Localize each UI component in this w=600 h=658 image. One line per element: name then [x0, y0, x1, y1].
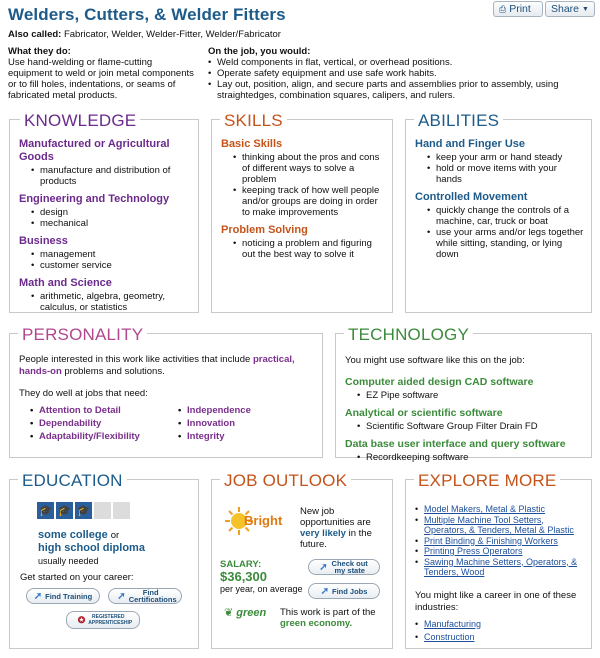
career-link: [415, 515, 585, 536]
leaf-icon: ❦: [224, 607, 234, 619]
find-certifications-label: Find Certifications: [128, 588, 177, 604]
also-called-value: Fabricator, Welder, Welder-Fitter, Welder/Fabricator: [63, 29, 281, 40]
arrow-icon: ➚: [320, 585, 329, 597]
bright-badge: [224, 504, 286, 538]
list-item: • Scientific Software Group Filter Drain FD: [357, 421, 585, 432]
list-item: • Lay out, position, align, and secure parts and assemblies prior to assembly, using straightedges, combination squares, calipers, and rulers.: [208, 79, 593, 101]
career-link-text[interactable]: Printing Press Operators: [424, 546, 523, 556]
knowledge-heading: Engineering and Technology: [19, 193, 170, 205]
abilities-heading: Hand and Finger Use: [415, 138, 526, 150]
graduation-cap-icon: 🎓: [37, 502, 54, 519]
list-item: • arithmetic, algebra, geometry, calculus, or statistics: [31, 291, 192, 313]
outlook-text-c: in the future.: [300, 528, 372, 550]
knowledge-heading: Math and Science: [19, 277, 112, 289]
career-link-text[interactable]: Print Binding & Finishing Workers: [424, 535, 558, 546]
arrow-icon: ➚: [117, 590, 126, 602]
education-usually: usually needed: [38, 556, 99, 566]
education-box: [9, 471, 199, 649]
abilities-box: [405, 111, 592, 313]
education-title: EDUCATION: [18, 471, 127, 491]
explore-title: EXPLORE MORE: [414, 471, 560, 491]
empty-level-box: [94, 502, 111, 519]
find-certifications-button[interactable]: [108, 588, 182, 604]
technology-heading: Computer aided design CAD software: [345, 376, 534, 388]
technology-box: [335, 325, 592, 463]
career-link: [415, 546, 585, 557]
personality-box: [9, 325, 323, 458]
personality-intro-c: problems and solutions.: [61, 366, 165, 377]
find-jobs-label: Find Jobs: [331, 586, 368, 596]
technology-heading: Analytical or scientific software: [345, 407, 503, 419]
find-training-button[interactable]: [26, 588, 100, 604]
industry-link: [415, 631, 585, 644]
check-state-label: Check out my state: [331, 559, 368, 575]
career-link: [415, 557, 585, 578]
technology-intro: You might use software like this on the job:: [345, 355, 525, 366]
knowledge-heading: Business: [19, 235, 68, 247]
list-item: • Integrity: [178, 430, 251, 443]
abilities-title: ABILITIES: [414, 111, 503, 131]
list-item: • Attention to Detail: [30, 404, 140, 417]
abilities-heading: Controlled Movement: [415, 191, 528, 203]
industry-link-text[interactable]: Construction: [424, 631, 475, 642]
list-item: • Recordkeeping software: [357, 452, 585, 463]
print-icon: ⎙: [499, 3, 507, 14]
outlook-title: JOB OUTLOOK: [220, 471, 351, 491]
green-badge: [224, 606, 266, 619]
list-item: • Operate safety equipment and use safe work habits.: [208, 68, 593, 79]
education-level-1: [38, 529, 119, 541]
apprenticeship-button[interactable]: [66, 611, 140, 629]
also-called: [8, 29, 281, 40]
arrow-icon: ➚: [319, 561, 328, 573]
salary-note: per year, on average: [220, 584, 303, 594]
education-level-1-text: some college: [38, 529, 108, 541]
skills-title: SKILLS: [220, 111, 287, 131]
seal-icon: ✪: [77, 614, 86, 625]
list-item: • Weld components in flat, vertical, or overhead positions.: [208, 57, 593, 68]
find-jobs-button[interactable]: [308, 583, 380, 599]
knowledge-heading: Manufactured or Agricultural Goods: [19, 138, 170, 163]
also-called-label: Also called:: [8, 29, 62, 40]
career-link: [415, 536, 585, 547]
technology-title: TECHNOLOGY: [344, 325, 473, 345]
personality-intro-highlight: practical, hands-on: [19, 354, 295, 377]
green-label: green: [236, 606, 267, 619]
list-item: • Independence: [178, 404, 251, 417]
outlook-text-a: New job opportunities are: [300, 506, 371, 528]
list-item: • hold or move items with your hands: [427, 163, 585, 185]
salary-value: $36,300: [220, 569, 267, 584]
career-link: [415, 504, 585, 515]
empty-level-box: [113, 502, 130, 519]
what-they-do-heading: What they do:: [8, 46, 71, 57]
graduation-cap-icon: 🎓: [75, 502, 92, 519]
personality-title: PERSONALITY: [18, 325, 147, 345]
on-the-job-heading: On the job, you would:: [208, 46, 311, 57]
personality-col-1: [30, 404, 140, 443]
list-item: • noticing a problem and figuring out the best way to solve it: [233, 238, 386, 260]
personality-intro-a: People interested in this work like activities that include: [19, 354, 253, 365]
industries-intro: You might like a career in one of these industries:: [415, 589, 577, 613]
list-item: • customer service: [31, 260, 192, 271]
personality-intro: [19, 354, 312, 378]
what-they-do-text: Use hand-welding or flame-cutting equipment to weld or join metal components or to fill holes, indentations, or seams of fabricated metal products.: [8, 57, 194, 101]
outlook-very-likely: very likely: [300, 528, 346, 539]
industry-link: [415, 618, 585, 631]
they-do-well: They do well at jobs that need:: [19, 388, 148, 399]
list-item: • Adaptability/Flexibility: [30, 430, 140, 443]
check-state-button[interactable]: [308, 559, 380, 575]
list-item: • quickly change the controls of a machine, car, truck or boat: [427, 205, 585, 227]
outlook-box: [211, 471, 393, 649]
explore-box: [405, 471, 592, 649]
education-level-2: high school diploma: [38, 542, 145, 554]
apprenticeship-label: REGISTERED APPRENTICESHIP: [88, 614, 133, 626]
list-item: • mechanical: [31, 218, 192, 229]
share-label: Share: [551, 3, 580, 15]
list-item: • design: [31, 207, 192, 218]
print-label: Print: [509, 3, 531, 15]
print-button[interactable]: [493, 1, 543, 17]
share-button[interactable]: [545, 1, 595, 17]
knowledge-box: [9, 111, 199, 313]
personality-col-2: [178, 404, 251, 443]
chevron-down-icon: ▼: [582, 5, 589, 13]
career-link-text[interactable]: Sawing Machine Setters, Operators, & Tenders, Wood: [424, 556, 578, 577]
find-training-label: Find Training: [45, 591, 93, 601]
green-text: [280, 607, 390, 629]
list-item: • EZ Pipe software: [357, 390, 585, 401]
green-economy: green economy.: [280, 618, 353, 629]
education-level-meter: [37, 502, 130, 519]
outlook-text: [300, 506, 390, 550]
career-link-text[interactable]: Multiple Machine Tool Setters, Operators, & Tenders, Metal & Plastic: [424, 514, 574, 535]
salary-label: SALARY:: [220, 559, 262, 570]
list-item: • keep your arm or hand steady: [427, 152, 585, 163]
page-title: Welders, Cutters, & Welder Fitters: [8, 5, 286, 24]
skills-heading: Problem Solving: [221, 224, 308, 236]
bright-label: Bright: [244, 513, 283, 528]
industry-link-text[interactable]: Manufacturing: [424, 618, 482, 629]
education-or: or: [110, 530, 120, 541]
knowledge-title: KNOWLEDGE: [20, 111, 140, 131]
list-item: • manufacture and distribution of products: [31, 165, 192, 187]
list-item: • thinking about the pros and cons of different ways to solve a problem: [233, 152, 386, 185]
technology-heading: Data base user interface and query software: [345, 438, 566, 450]
list-item: • Innovation: [178, 417, 251, 430]
career-link-text[interactable]: Model Makers, Metal & Plastic: [424, 504, 546, 514]
list-item: • Dependability: [30, 417, 140, 430]
list-item: • use your arms and/or legs together while sitting, standing, or lying down: [427, 227, 585, 260]
skills-heading: Basic Skills: [221, 138, 283, 150]
graduation-cap-icon: 🎓: [56, 502, 73, 519]
get-started: Get started on your career:: [20, 572, 134, 583]
on-the-job-list: [208, 57, 593, 101]
list-item: • keeping track of how well people and/or groups are doing in order to make improvements: [233, 185, 386, 218]
skills-box: [211, 111, 393, 313]
list-item: • management: [31, 249, 192, 260]
arrow-icon: ➚: [33, 590, 43, 602]
green-text-a: This work is part of the: [280, 607, 376, 618]
